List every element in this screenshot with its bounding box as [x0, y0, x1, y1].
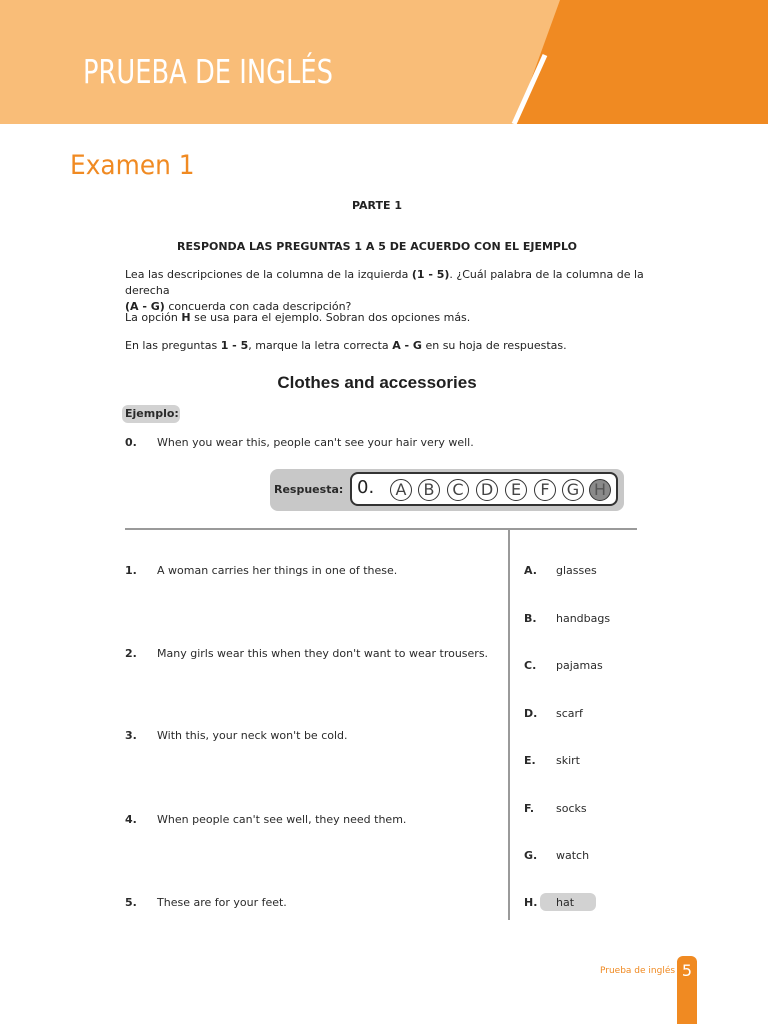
question-text-4: When people can't see well, they need them.: [157, 813, 407, 826]
instruction-text: se usa para el ejemplo. Sobran dos opciones más.: [190, 311, 471, 324]
option-letter-g: G.: [524, 849, 538, 862]
option-letter-f: F.: [524, 802, 535, 815]
option-text-d: scarf: [556, 707, 583, 720]
instruction-range: (1 - 5): [411, 268, 450, 281]
option-letter-d: D.: [524, 707, 538, 720]
instruction-paragraph-1: [125, 267, 645, 315]
option-letter-e: E.: [524, 754, 536, 767]
instruction-text: . ¿Cuál palabra de la columna de la derecha: [125, 268, 644, 297]
answer-label: Respuesta:: [274, 483, 344, 496]
bubble-a[interactable]: A: [390, 479, 412, 501]
bubble-b[interactable]: B: [418, 479, 440, 501]
instruction-heading: RESPONDA LAS PREGUNTAS 1 A 5 DE ACUERDO CON EL EJEMPLO: [177, 240, 577, 253]
column-divider: [508, 530, 510, 920]
question-text-5: These are for your feet.: [157, 896, 287, 909]
example-text: When you wear this, people can't see your hair very well.: [157, 436, 474, 449]
instruction-text: En las preguntas: [125, 339, 221, 352]
bubble-g[interactable]: G: [562, 479, 584, 501]
instruction-paragraph-3: [125, 338, 645, 354]
header-title: PRUEBA DE INGLÉS: [83, 52, 333, 91]
page-number-tab: [677, 956, 697, 1024]
option-text-g: watch: [556, 849, 590, 862]
instruction-range: A - G: [392, 339, 422, 352]
section-title: Clothes and accessories: [277, 373, 477, 392]
instruction-paragraph-2: [125, 310, 645, 326]
example-tag: Ejemplo:: [122, 405, 180, 423]
question-number-1: 1.: [125, 564, 137, 577]
option-text-f: socks: [556, 802, 587, 815]
instruction-range: 1 - 5: [220, 339, 249, 352]
instruction-range: (A - G): [125, 300, 165, 313]
instruction-text: , marque la letra correcta: [248, 339, 393, 352]
option-letter-b: B.: [524, 612, 537, 625]
example-answer-box: [270, 469, 624, 511]
instruction-letter: H: [181, 311, 191, 324]
bubble-d[interactable]: D: [476, 479, 498, 501]
question-number-5: 5.: [125, 896, 137, 909]
option-text-h: hat: [556, 896, 575, 909]
option-letter-h: H.: [524, 896, 538, 909]
instruction-text: concuerda con cada descripción?: [164, 300, 352, 313]
bubble-e[interactable]: E: [505, 479, 527, 501]
bubble-f[interactable]: F: [534, 479, 556, 501]
question-text-1: A woman carries her things in one of these.: [157, 564, 398, 577]
question-text-3: With this, your neck won't be cold.: [157, 729, 348, 742]
question-number-2: 2.: [125, 647, 137, 660]
part-heading: PARTE 1: [351, 199, 403, 212]
table-top-divider: [125, 528, 637, 530]
bubble-c[interactable]: C: [447, 479, 469, 501]
answer-number: 0.: [357, 477, 375, 498]
option-letter-a: A.: [524, 564, 537, 577]
option-letter-c: C.: [524, 659, 537, 672]
footer-text: Prueba de inglés: [600, 966, 676, 976]
example-number: 0.: [125, 436, 137, 449]
question-text-2: Many girls wear this when they don't want to wear trousers.: [157, 647, 489, 660]
option-text-e: skirt: [556, 754, 580, 767]
instruction-text: Lea las descripciones de la columna de la izquierda: [125, 268, 412, 281]
question-number-3: 3.: [125, 729, 137, 742]
page-number: 5: [681, 961, 693, 980]
header-banner: [0, 0, 768, 124]
option-text-c: pajamas: [556, 659, 603, 672]
option-text-b: handbags: [556, 612, 611, 625]
answer-sheet-row: [350, 472, 618, 506]
instruction-text: en su hoja de respuestas.: [421, 339, 567, 352]
bubble-h-selected[interactable]: H: [589, 479, 611, 501]
option-text-a: glasses: [556, 564, 597, 577]
exam-title: Examen 1: [70, 150, 195, 181]
instruction-text: La opción: [125, 311, 182, 324]
question-number-4: 4.: [125, 813, 137, 826]
